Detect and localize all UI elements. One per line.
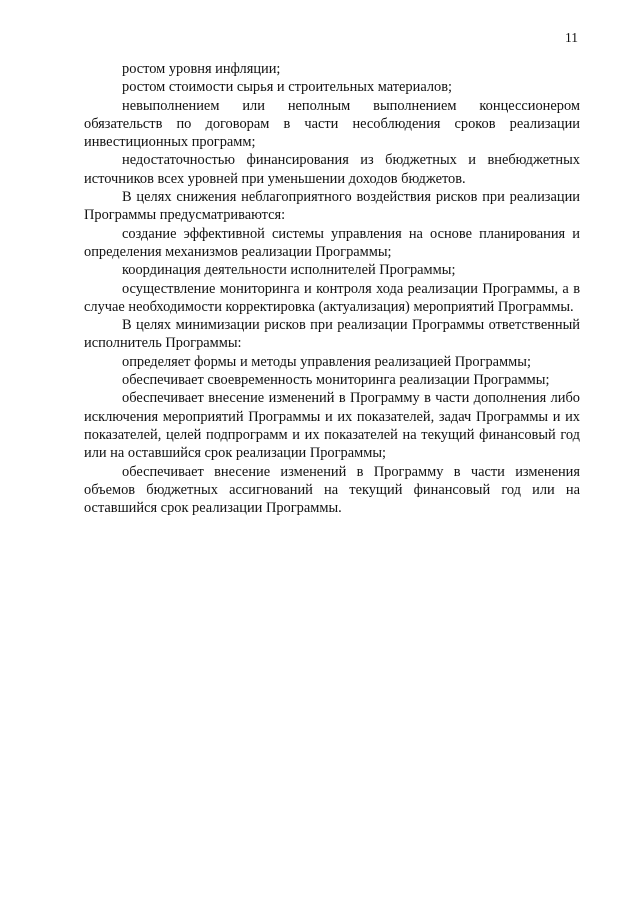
paragraph: обеспечивает внесение изменений в Программу в части изменения объемов бюджетных ассигнований на текущий финансовый год или на оставшийся срок реализации Программы. [84,463,580,517]
page-number: 11 [565,30,578,45]
paragraph: создание эффективной системы управления на основе планирования и определения механизмов реализации Программы; [84,225,580,260]
document-body [84,60,580,517]
paragraph: определяет формы и методы управления реализацией Программы; [122,353,531,370]
paragraph: невыполнением или неполным выполнением концессионером обязательств по договорам в части несоблюдения сроков реализации инвестиционных программ; [84,97,580,151]
paragraph: осуществление мониторинга и контроля хода реализации Программы, а в случае необходимости корректировка (актуализация) мероприятий Программы. [84,280,580,315]
paragraph: недостаточностью финансирования из бюджетных и внебюджетных источников всех уровней при уменьшении доходов бюджетов. [84,152,580,187]
paragraph: ростом стоимости сырья и строительных материалов; [122,79,453,96]
paragraph: В целях снижения неблагоприятного воздействия рисков при реализации Программы предусматриваются: [84,189,580,224]
paragraph: обеспечивает своевременность мониторинга реализации Программы; [122,372,550,389]
paragraph: В целях минимизации рисков при реализации Программы ответственный исполнитель Программы: [84,317,580,352]
paragraph: обеспечивает внесение изменений в Программу в части дополнения либо исключения мероприятий Программы и их показателей, задач Программы и их показателей, целей подпрограмм и их показателей на текущий финансовый год или на оставшийся срок реализации Программы; [84,390,580,462]
paragraph: координация деятельности исполнителей Программы; [122,262,456,279]
paragraph: ростом уровня инфляции; [122,61,281,77]
